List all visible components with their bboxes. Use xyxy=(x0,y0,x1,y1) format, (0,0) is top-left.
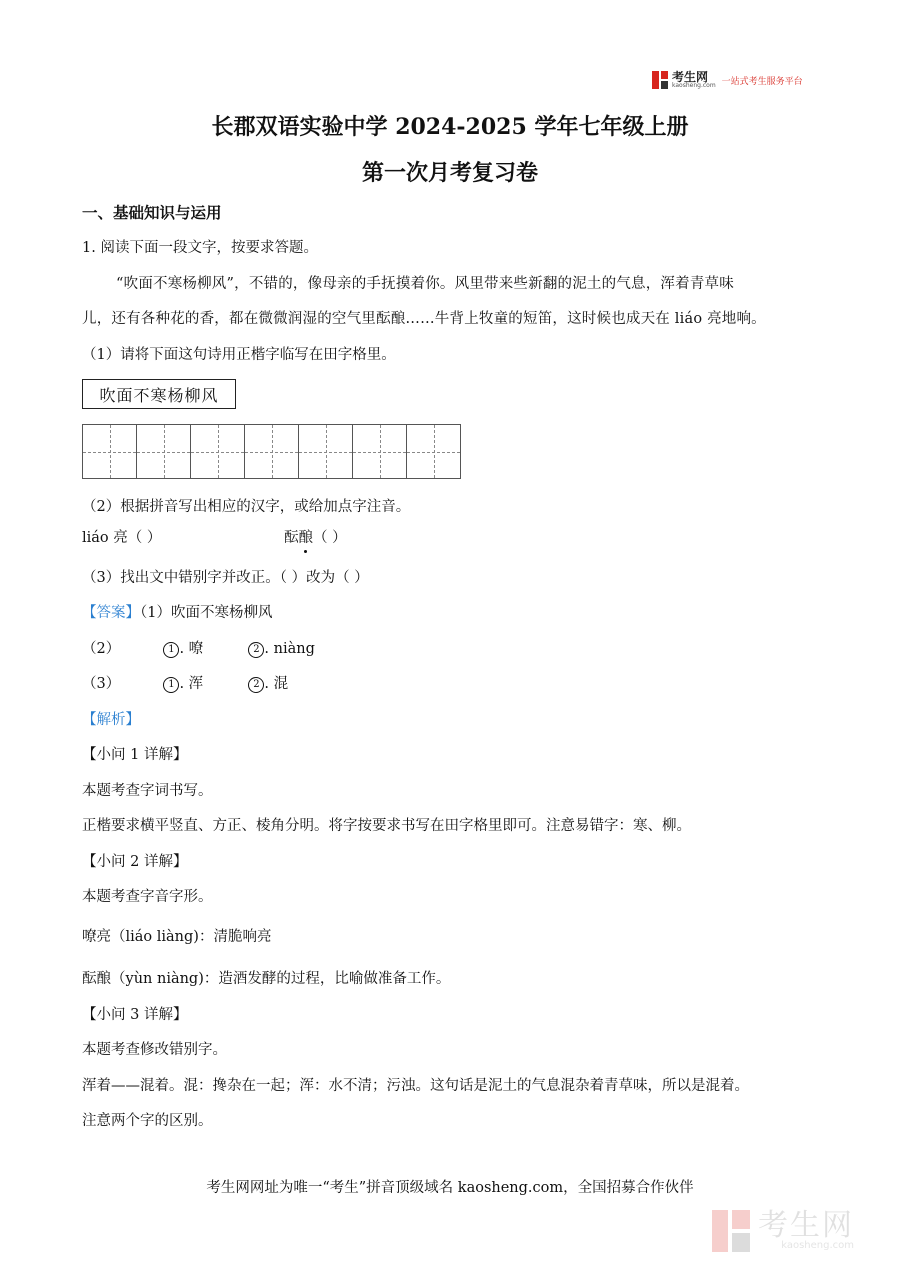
tianzi-cell[interactable] xyxy=(298,424,353,479)
tianzi-cell[interactable] xyxy=(136,424,191,479)
brand-name: 考生网 xyxy=(672,70,709,84)
brand-logo xyxy=(652,70,803,90)
watermark-domain: kaosheng.com xyxy=(781,1240,854,1251)
blank-yunniang[interactable] xyxy=(284,526,347,547)
analysis-text: 浑着——混着。混：搀杂在一起；浑：水不清；污浊。这句话是泥土的气息混杂着青草味，所以是混着。 xyxy=(82,1078,749,1094)
tianzi-grid xyxy=(82,424,461,479)
page-footer: 考生网网址为唯一“考生”拼音顶级域名 kaosheng.com，全国招募合作伙伴 xyxy=(206,1180,694,1196)
watermark-name: 考生网 xyxy=(758,1208,854,1243)
tianzi-cell[interactable] xyxy=(190,424,245,479)
section-heading: 一、基础知识与运用 xyxy=(82,203,222,222)
circled-number: 2 xyxy=(248,677,264,693)
answer-tag: 【答案】 xyxy=(82,605,140,621)
sub-question-2: （2）根据拼音写出相应的汉字，或给加点字注音。 xyxy=(82,499,411,515)
circled-number: 1 xyxy=(163,677,179,693)
analysis-heading-3: 【小问 3 详解】 xyxy=(82,1007,188,1023)
answer-3-value-2: . 混 xyxy=(264,676,289,692)
answer-3 xyxy=(82,672,288,693)
analysis-text: 本题考查修改错别字。 xyxy=(82,1042,227,1058)
brand-slogan: 一站式考生服务平台 xyxy=(721,76,803,87)
brand-domain: kaosheng.com xyxy=(672,82,716,89)
circled-number: 2 xyxy=(248,642,264,658)
page-title: 长郡双语实验中学 2024-2025 学年七年级上册 xyxy=(211,114,689,140)
watermark-logo xyxy=(712,1208,854,1254)
answer-2-label: （2） xyxy=(82,641,121,657)
answer-2-value-2: . niàng xyxy=(264,641,315,657)
tianzi-cell[interactable] xyxy=(82,424,137,479)
analysis-text: 本题考查字词书写。 xyxy=(82,783,213,799)
analysis-heading-1: 【小问 1 详解】 xyxy=(82,747,188,763)
answer-block xyxy=(82,601,272,622)
tianzi-cell[interactable] xyxy=(244,424,299,479)
blank-yunniang-char1: 酝 xyxy=(284,530,299,546)
tianzi-cell[interactable] xyxy=(352,424,407,479)
circled-number: 1 xyxy=(163,642,179,658)
brand-logo-icon xyxy=(652,71,668,89)
passage-line-1: “吹面不寒杨柳风”，不错的，像母亲的手抚摸着你。风里带来些新翻的泥土的气息，浑着青草味 xyxy=(116,276,734,292)
sub-question-1: （1）请将下面这句诗用正楷字临写在田字格里。 xyxy=(82,347,396,363)
analysis-text: 本题考查字音字形。 xyxy=(82,889,213,905)
sub-question-3: （3）找出文中错别字并改正。（ ）改为（ ） xyxy=(82,570,369,586)
answer-3-label: （3） xyxy=(82,676,121,692)
analysis-heading-2: 【小问 2 详解】 xyxy=(82,854,188,870)
answer-2 xyxy=(82,637,315,658)
answer-1: （1）吹面不寒杨柳风 xyxy=(140,605,273,621)
page-subtitle: 第一次月考复习卷 xyxy=(361,160,538,186)
analysis-text: 注意两个字的区别。 xyxy=(82,1113,213,1129)
blank-yunniang-paren: （ ） xyxy=(313,530,347,546)
analysis-text: 嘹亮（liáo liàng)：清脆响亮 xyxy=(82,929,272,945)
answer-3-value-1: . 浑 xyxy=(179,676,204,692)
question-stem: 1. 阅读下面一段文字，按要求答题。 xyxy=(82,240,318,256)
blank-liao-liang[interactable]: liáo 亮（ ） xyxy=(82,530,162,546)
tianzi-cell[interactable] xyxy=(406,424,461,479)
analysis-text: 正楷要求横平竖直、方正、棱角分明。将字按要求书写在田字格里即可。注意易错字：寒、柳。 xyxy=(82,818,691,834)
watermark-icon xyxy=(712,1210,750,1252)
analysis-text: 酝酿（yùn niàng)：造酒发酵的过程，比喻做准备工作。 xyxy=(82,971,451,987)
analysis-tag: 【解析】 xyxy=(82,712,140,728)
passage-line-2: 儿，还有各种花的香，都在微微润湿的空气里酝酿……牛背上牧童的短笛，这时候也成天在 liáo 亮地响。 xyxy=(82,311,766,327)
answer-2-value-1: . 嘹 xyxy=(179,641,204,657)
poem-box: 吹面不寒杨柳风 xyxy=(82,379,236,409)
dotted-char: 酿 xyxy=(299,526,314,547)
